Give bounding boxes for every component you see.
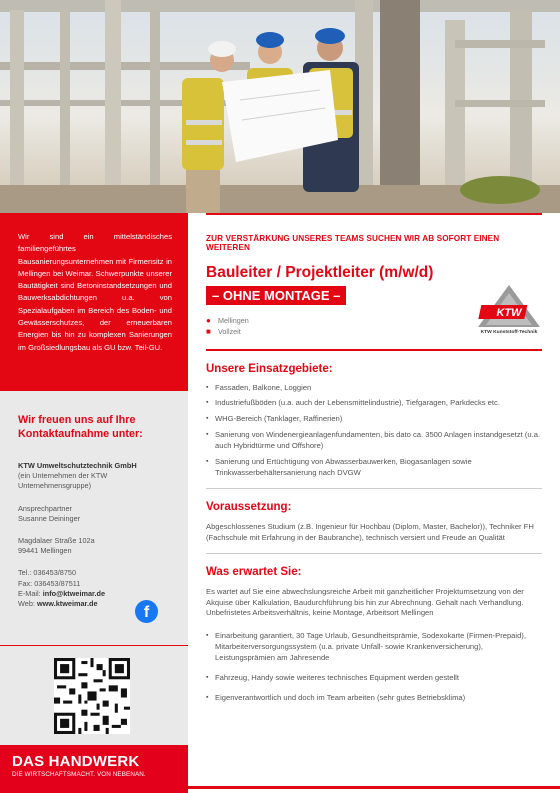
erwartet-heading: Was erwartet Sie: <box>206 565 302 578</box>
contact-block <box>0 391 188 609</box>
phone-number: Tel.: 036453/8750 <box>18 568 77 578</box>
web-link[interactable]: www.ktweimar.de <box>36 599 98 609</box>
fax-number: Fax: 036453/87511 <box>18 578 81 588</box>
company-note: (ein Unternehmen der KTW Unternehmensgruppe) <box>18 471 108 491</box>
email-label: E-Mail: <box>18 588 43 598</box>
handwerk-banner <box>0 745 188 793</box>
list-item: ▪ Eigenverantwortlich und doch im Team arbeiten (sehr gutes Betriebsklima) <box>206 693 542 704</box>
briefcase-icon: ■ <box>206 327 211 336</box>
list-item: ▪ Sanierung von Windenergieanlagenfundamenten, bis dato ca. 3500 Anlagen instandgesetzt (u.a. auch Hybridtürme und Offshore) <box>206 430 542 452</box>
list-item: ▪ Industriefußböden (u.a. auch der Lebensmittelindustrie), Tiefgaragen, Parkdecks etc. <box>206 398 542 409</box>
einsatz-heading: Unsere Einsatzgebiete: <box>206 362 333 375</box>
job-title: Bauleiter / Projektleiter (m/w/d) <box>206 264 434 281</box>
section-divider <box>206 349 542 351</box>
company-intro: Wir sind ein mittelständisches familiengeführtes Bausanierungsunternehmen mit Firmensitz in Mellingen bei Weimar. Schwerpunkte unserer Bautätigkeit sind Betoninstandsetzungen und Bauwerksabdichtungen u.a. von Spezialaufgaben im Bereich des Boden- und Gewässerschutzes, der erneuerbaren Energien bis hin zu komplexen Sanierungen im Großsiedlungsbau als GU bzw. Teil-GU. <box>0 213 188 391</box>
address-city: 99441 Mellingen <box>18 546 72 556</box>
list-item: ▪ Fassaden, Balkone, Loggien <box>206 383 542 394</box>
job-posting <box>206 213 542 709</box>
job-kicker: ZUR VERSTÄRKUNG UNSERES TEAMS SUCHEN WIR AB SOFORT EINEN WEITEREN <box>206 234 500 252</box>
voraus-heading: Voraussetzung: <box>206 500 292 513</box>
voraus-text: Abgeschlossenes Studium (z.B. Ingenieur für Hochbau (Diplom, Master, Bachelor)), Techniker FH (Fachschule mit Erfahrung in der Baubranche), technisch versiert und Freude an Qualität <box>206 521 534 542</box>
divider <box>206 553 542 554</box>
hero-photo <box>0 0 560 213</box>
address-street: Magdalaer Straße 102a <box>18 536 95 546</box>
qr-section <box>0 645 188 745</box>
list-item: ▪ Einarbeitung garantiert, 30 Tage Urlaub, Gesundheitsprämie, Sodexokarte (Firmen-Prepaid), Mitarbeiterversorgungssystem (u.a. private Unfall- sowie Krankenversicherung), Leistungsprämien am Jahresende <box>206 631 542 664</box>
bottom-accent-bar <box>188 786 560 789</box>
qr-code[interactable] <box>54 658 130 734</box>
no-montage-badge: – OHNE MONTAGE – <box>206 286 346 305</box>
email-line <box>18 589 172 599</box>
job-type: Vollzeit <box>218 327 241 336</box>
web-label: Web: <box>18 599 37 609</box>
contact-person-name: Susanne Deininger <box>18 513 81 523</box>
location-pin-icon: ● <box>206 316 211 325</box>
erwartet-list <box>206 631 542 704</box>
company-name: KTW Umweltschutztechnik GmbH <box>18 461 137 470</box>
list-item: ▪ WHG-Bereich (Tanklager, Raffinerien) <box>206 414 542 425</box>
contact-heading: Wir freuen uns auf Ihre Kontaktaufnahme unter: <box>18 414 143 440</box>
top-divider <box>206 213 542 215</box>
email-link[interactable]: info@ktweimar.de <box>42 588 105 598</box>
job-location: Mellingen <box>218 316 249 325</box>
divider <box>206 488 542 489</box>
erwartet-text: Es wartet auf Sie eine abwechslungsreiche Arbeit mit ganzheitlicher Projektumsetzung von der Akquise über Kalkulation, Baudurchführung bis hin zur Abrechnung. Gehalt nach Verhandlung. Unbefristetes Arbeitsverhältnis, keine Montage, Arbeitsort Mellingen <box>206 586 524 618</box>
left-sidebar <box>0 213 188 793</box>
svg-text:KTW: KTW <box>496 307 522 319</box>
contact-person-label: Ansprechpartner <box>18 503 72 513</box>
facebook-icon[interactable]: f <box>135 600 158 623</box>
handwerk-subtitle: DIE WIRTSCHAFTSMACHT. VON NEBENAN. <box>12 771 146 778</box>
handwerk-title: DAS HANDWERK <box>12 753 140 770</box>
list-item: ▪ Sanierung und Ertüchtigung von Abwasserbauwerken, Biogasanlagen sowie Trinkwasserbehältersanierung nach DVGW <box>206 457 542 479</box>
einsatz-list <box>206 383 542 479</box>
list-item: ▪ Fahrzeug, Handy sowie weiteres technisches Equipment werden gestellt <box>206 673 542 684</box>
logo-caption: KTW Kunststoff-Technik <box>480 330 538 335</box>
